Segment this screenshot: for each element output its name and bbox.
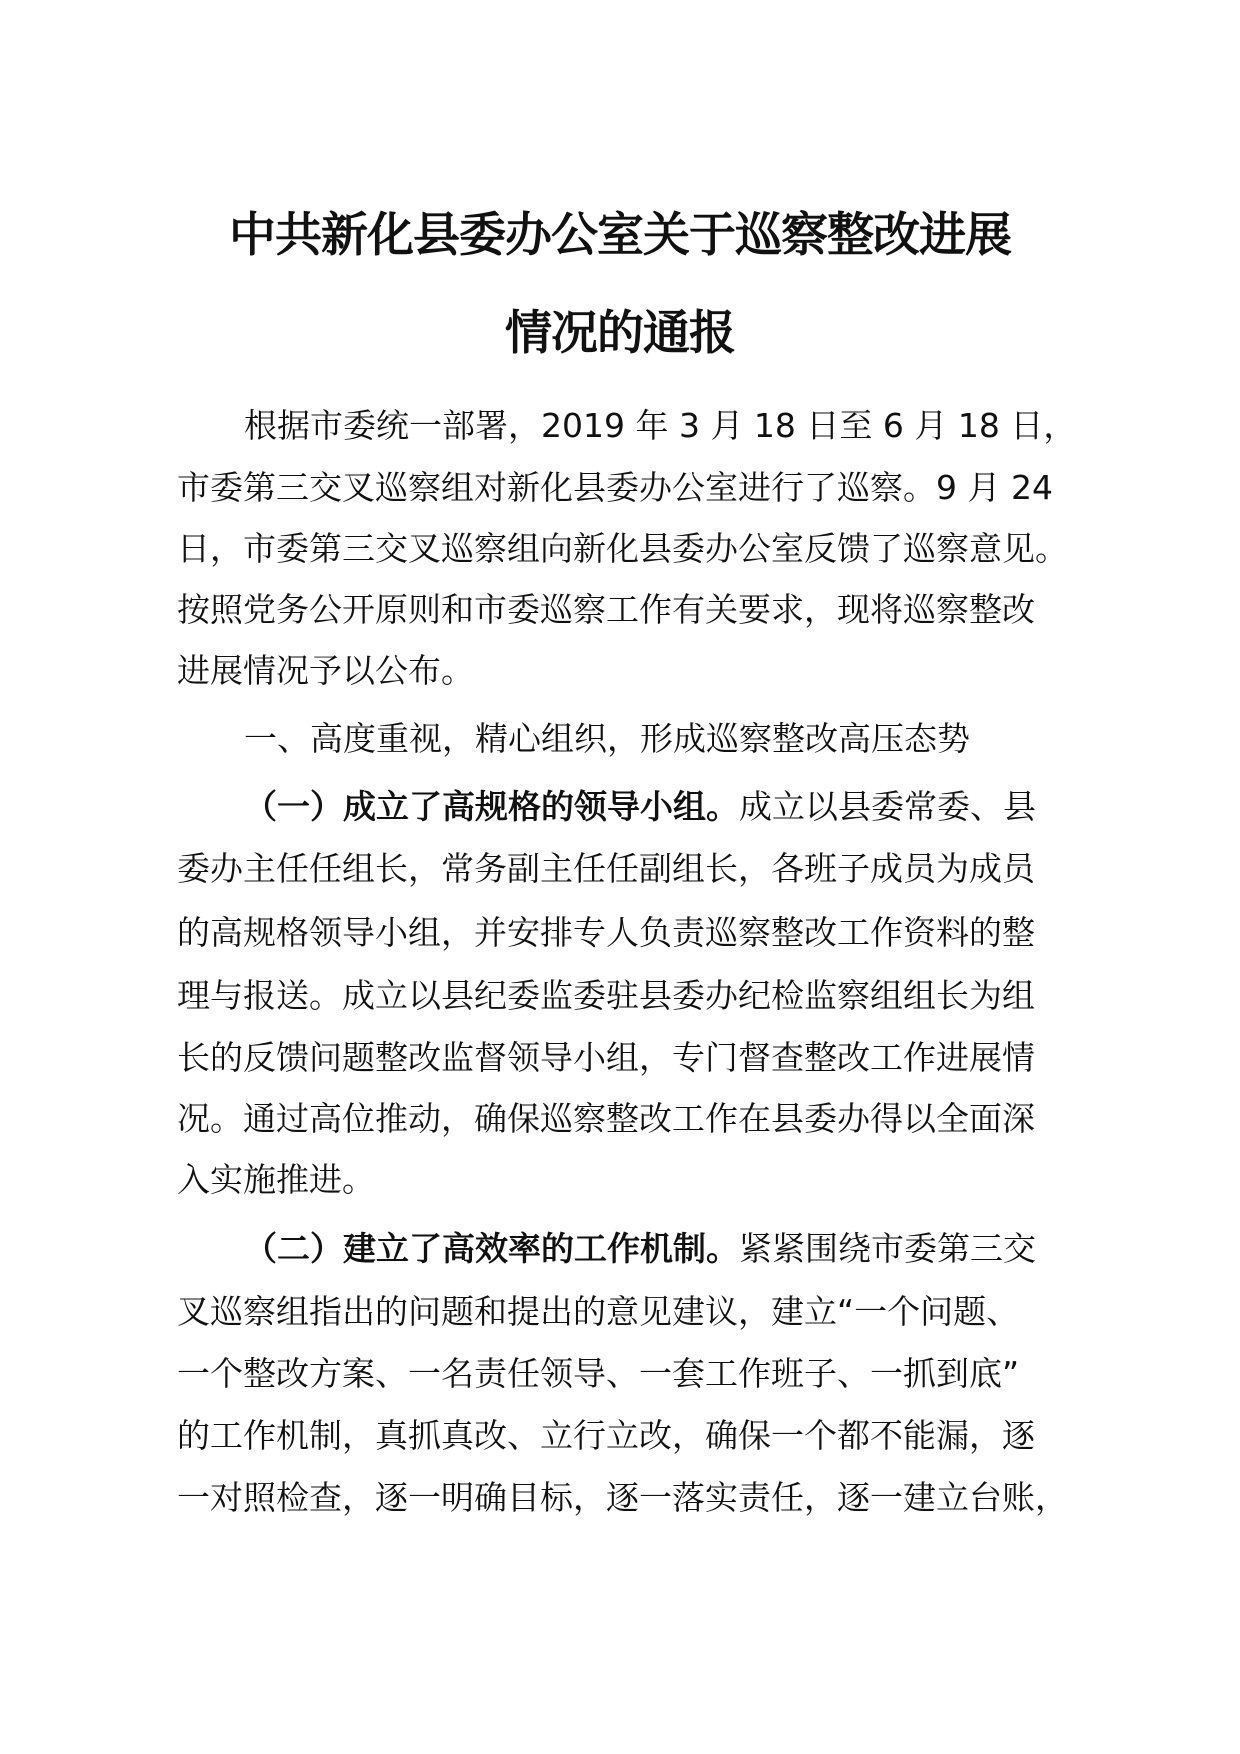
- subsection-2-first-line: [244, 1227, 1164, 1271]
- paragraph-line: 长的反馈问题整改监督领导小组，专门督查整改工作进展情: [177, 1038, 1035, 1077]
- paragraph-line: 按照党务公开原则和市委巡察工作有关要求，现将巡察整改: [177, 590, 1035, 629]
- paragraph-line: 一对照检查，逐一明确目标，逐一落实责任，逐一建立台账，: [177, 1478, 1068, 1517]
- paragraph-line: 委办主任任组长，常务副主任任副组长，各班子成员为成员: [177, 849, 1035, 888]
- document-title-line-1: 中共新化县委办公室关于巡察整改进展: [229, 208, 1011, 263]
- paragraph-line: 叉巡察组指出的问题和提出的意见建议，建立“一个问题、: [177, 1292, 1020, 1331]
- paragraph-line: 进展情况予以公布。: [177, 651, 474, 690]
- paragraph-line: 一个整改方案、一名责任领导、一套工作班子、一抓到底”: [177, 1354, 1020, 1393]
- subsection-2-heading: （二）建立了高效率的工作机制。: [244, 1229, 739, 1268]
- paragraph-line: 市委第三交叉巡察组对新化县委办公室进行了巡察。9 月 24: [177, 468, 1053, 507]
- paragraph-line: 的工作机制，真抓真改、立行立改，确保一个都不能漏，逐: [177, 1416, 1035, 1455]
- paragraph-line: 况。通过高位推动，确保巡察整改工作在县委办得以全面深: [177, 1099, 1035, 1138]
- subsection-1-first-line: [244, 785, 1164, 829]
- section-heading: 一、高度重视，精心组织，形成巡察整改高压态势: [244, 719, 970, 758]
- subsection-1-heading: （一）成立了高规格的领导小组。: [244, 787, 739, 826]
- paragraph-line: 入实施推进。: [177, 1160, 375, 1199]
- paragraph-line: 理与报送。成立以县纪委监委驻县委办纪检监察组组长为组: [177, 976, 1035, 1015]
- subsection-2-first-line-text: 紧紧围绕市委第三交: [739, 1229, 1036, 1268]
- paragraph-line: 的高规格领导小组，并安排专人负责巡察整改工作资料的整: [177, 913, 1035, 952]
- document-title-line-2: 情况的通报: [505, 306, 735, 361]
- paragraph-line: 日，市委第三交叉巡察组向新化县委办公室反馈了巡察意见。: [177, 529, 1068, 568]
- subsection-1-first-line-text: 成立以县委常委、县: [739, 787, 1036, 826]
- paragraph-line: 根据市委统一部署，2019 年 3 月 18 日至 6 月 18 日，: [244, 406, 1077, 445]
